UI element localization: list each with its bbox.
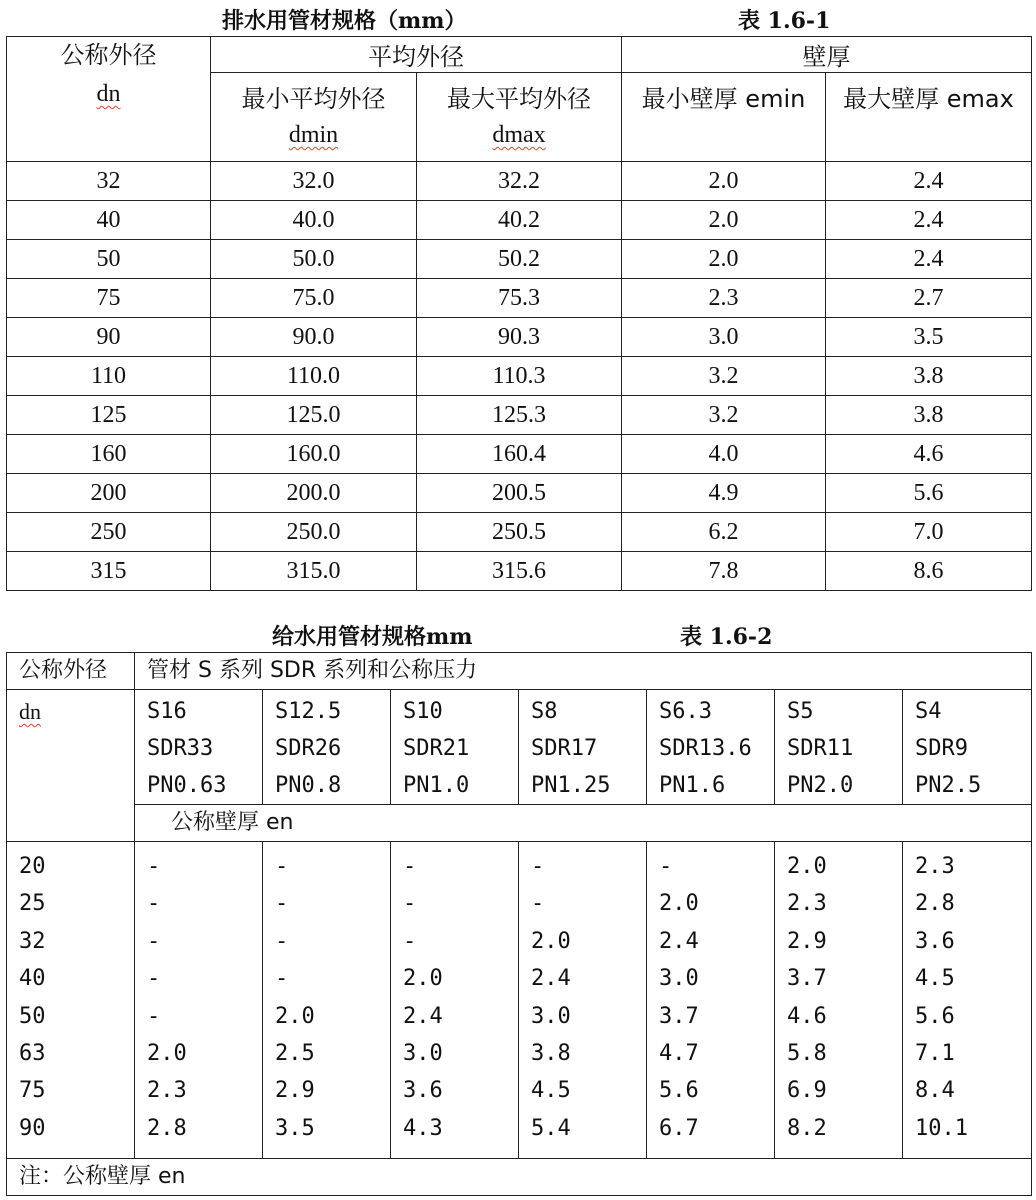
wall-thickness-column — [903, 842, 1032, 1159]
wall-thickness-column — [263, 842, 391, 1159]
table-cell: 50 — [7, 240, 211, 279]
table-cell: 32 — [7, 162, 211, 201]
dn-value: 25 — [19, 891, 46, 917]
header-min-average-od: 最小平均外径 dmin — [211, 73, 417, 162]
table-cell: 3.2 — [622, 396, 826, 435]
table-cell: 90.0 — [211, 318, 417, 357]
table-cell: 315.0 — [211, 552, 417, 591]
wall-thickness-value: 3.0 — [659, 966, 699, 992]
series-s-label: S12.5 — [275, 699, 342, 724]
drainage-pipe-table — [6, 36, 1032, 591]
header-series-title: 管材 S 系列 SDR 系列和公称压力 — [135, 653, 1032, 690]
header-max-average-od: 最大平均外径 dmax — [417, 73, 622, 162]
series-header-cell — [263, 690, 391, 805]
wall-thickness-value: - — [403, 854, 417, 879]
series-s-label: S10 — [403, 699, 443, 724]
table-cell: 125 — [7, 396, 211, 435]
table-cell: 5.6 — [826, 474, 1032, 513]
series-header-cell — [391, 690, 519, 805]
wall-thickness-value: 3.5 — [275, 1115, 315, 1141]
header-max-wall: 最大壁厚 emax — [826, 73, 1032, 162]
table-row — [7, 552, 1032, 591]
wall-thickness-value: 5.6 — [659, 1078, 699, 1104]
table-cell: 110 — [7, 357, 211, 396]
table-cell: 315 — [7, 552, 211, 591]
table-cell: 40.0 — [211, 201, 417, 240]
table-cell: 2.0 — [622, 201, 826, 240]
header-average-od: 平均外径 — [211, 37, 622, 73]
table-row — [7, 435, 1032, 474]
wall-thickness-value: 2.4 — [659, 928, 699, 954]
table-cell: 75.0 — [211, 279, 417, 318]
series-s-label: S8 — [531, 699, 558, 724]
wall-thickness-value: 2.0 — [787, 854, 827, 879]
wall-thickness-value: - — [147, 891, 161, 917]
series-sdr-label: SDR26 — [275, 736, 342, 761]
table-cell: 90.3 — [417, 318, 622, 357]
wall-thickness-value: 2.9 — [275, 1078, 315, 1104]
series-header-cell — [519, 690, 647, 805]
header-dn-cell — [7, 690, 135, 842]
wall-thickness-value: - — [275, 891, 289, 917]
table-cell: 2.4 — [826, 201, 1032, 240]
wall-thickness-value: - — [275, 966, 289, 992]
series-sdr-label: SDR17 — [531, 736, 598, 761]
dn-value: 32 — [19, 928, 46, 954]
table-row — [7, 201, 1032, 240]
wall-thickness-column — [391, 842, 519, 1159]
wall-thickness-value: 3.0 — [531, 1003, 571, 1029]
header-wall-thickness: 壁厚 — [622, 37, 1032, 73]
table-row — [7, 279, 1032, 318]
series-s-label: S5 — [787, 699, 814, 724]
table-cell: 3.8 — [826, 357, 1032, 396]
series-pn-label: PN2.5 — [915, 773, 982, 798]
table-cell: 8.6 — [826, 552, 1032, 591]
table2-note: 注：公称壁厚 en — [7, 1159, 1032, 1196]
table-cell: 160 — [7, 435, 211, 474]
dn-value: 90 — [19, 1115, 46, 1141]
series-header-cell — [647, 690, 775, 805]
table-cell: 2.3 — [622, 279, 826, 318]
wall-thickness-value: - — [659, 854, 673, 879]
table-row — [7, 513, 1032, 552]
table-row — [7, 357, 1032, 396]
wall-thickness-value: 2.5 — [275, 1040, 315, 1066]
wall-thickness-value: 2.9 — [787, 928, 827, 954]
header-wall-label: 公称壁厚 en — [135, 805, 1032, 842]
wall-thickness-value: 3.7 — [659, 1003, 699, 1029]
table-cell: 110.0 — [211, 357, 417, 396]
wall-thickness-value: 2.4 — [531, 966, 571, 992]
dn-column — [7, 842, 135, 1159]
table-cell: 40 — [7, 201, 211, 240]
series-header-cell — [135, 690, 263, 805]
table-cell: 2.4 — [826, 162, 1032, 201]
wall-thickness-value: 4.6 — [787, 1003, 827, 1029]
wall-thickness-column — [519, 842, 647, 1159]
table-cell: 160.0 — [211, 435, 417, 474]
dn-value: 40 — [19, 966, 46, 992]
wall-thickness-value: 4.7 — [659, 1040, 699, 1066]
table-row — [7, 162, 1032, 201]
series-header-cell — [903, 690, 1032, 805]
wall-thickness-value: 2.4 — [403, 1003, 443, 1029]
table-row — [7, 474, 1032, 513]
wall-thickness-value: 5.8 — [787, 1040, 827, 1066]
wall-thickness-value: 2.0 — [403, 966, 443, 992]
wall-thickness-value: 2.3 — [915, 854, 955, 879]
wall-thickness-column — [775, 842, 903, 1159]
wall-thickness-value: 2.8 — [147, 1115, 187, 1141]
table-cell: 32.2 — [417, 162, 622, 201]
wall-thickness-value: - — [403, 928, 417, 954]
wall-thickness-value: 2.3 — [787, 891, 827, 917]
series-sdr-label: SDR33 — [147, 736, 214, 761]
wall-thickness-value: 3.7 — [787, 966, 827, 992]
series-pn-label: PN1.25 — [531, 773, 611, 798]
series-s-label: S16 — [147, 699, 187, 724]
table-cell: 3.0 — [622, 318, 826, 357]
water-supply-pipe-table — [6, 652, 1032, 1196]
table2-caption: 给水用管材规格mm — [272, 624, 473, 650]
wall-thickness-value: - — [147, 966, 161, 992]
wall-thickness-value: 6.9 — [787, 1078, 827, 1104]
wall-thickness-column — [647, 842, 775, 1159]
header-nominal-od: 公称外径 — [7, 653, 135, 690]
wall-thickness-value: 7.1 — [915, 1040, 955, 1066]
series-s-label: S6.3 — [659, 699, 712, 724]
series-sdr-label: SDR21 — [403, 736, 470, 761]
table-cell: 4.6 — [826, 435, 1032, 474]
table-cell: 4.0 — [622, 435, 826, 474]
table-cell: 315.6 — [417, 552, 622, 591]
table-cell: 32.0 — [211, 162, 417, 201]
table-cell: 125.0 — [211, 396, 417, 435]
table-cell: 250.0 — [211, 513, 417, 552]
table-cell: 2.4 — [826, 240, 1032, 279]
wall-thickness-value: 2.0 — [531, 928, 571, 954]
table-cell: 3.5 — [826, 318, 1032, 357]
table1-caption: 排水用管材规格（mm） — [222, 8, 467, 34]
series-s-label: S4 — [915, 699, 942, 724]
wall-thickness-value: 4.5 — [531, 1078, 571, 1104]
header-dmin-symbol: dmin — [288, 122, 339, 148]
dn-value: 20 — [19, 854, 46, 879]
wall-thickness-value: 6.7 — [659, 1115, 699, 1141]
table-cell: 75.3 — [417, 279, 622, 318]
dn-value: 63 — [19, 1040, 46, 1066]
wall-thickness-value: - — [275, 854, 289, 879]
series-sdr-label: SDR13.6 — [659, 736, 752, 761]
wall-thickness-value: 2.0 — [275, 1003, 315, 1029]
wall-thickness-value: 2.0 — [147, 1040, 187, 1066]
table-cell: 50.2 — [417, 240, 622, 279]
table-cell: 250.5 — [417, 513, 622, 552]
series-pn-label: PN1.0 — [403, 773, 470, 798]
wall-thickness-value: 3.6 — [915, 928, 955, 954]
table-cell: 2.7 — [826, 279, 1032, 318]
wall-thickness-value: 8.2 — [787, 1115, 827, 1141]
wall-thickness-value: 8.4 — [915, 1078, 955, 1104]
series-sdr-label: SDR11 — [787, 736, 854, 761]
wall-thickness-value: 3.8 — [531, 1040, 571, 1066]
table-cell: 200.0 — [211, 474, 417, 513]
wall-thickness-value: - — [531, 891, 545, 917]
series-sdr-label: SDR9 — [915, 736, 968, 761]
table-cell: 7.0 — [826, 513, 1032, 552]
drainage-table-body — [7, 162, 1032, 591]
wall-thickness-value: - — [147, 854, 161, 879]
header-dmax-symbol: dmax — [492, 122, 546, 148]
wall-thickness-value: 5.4 — [531, 1115, 571, 1141]
wall-thickness-value: 2.3 — [147, 1078, 187, 1104]
table-cell: 50.0 — [211, 240, 417, 279]
table-cell: 7.8 — [622, 552, 826, 591]
table1-number: 表 1.6-1 — [738, 8, 831, 34]
wall-thickness-value: - — [531, 854, 545, 879]
wall-thickness-value: 2.8 — [915, 891, 955, 917]
wall-thickness-value: 4.3 — [403, 1115, 443, 1141]
table-cell: 2.0 — [622, 162, 826, 201]
wall-thickness-value: - — [275, 928, 289, 954]
dn-value: 75 — [19, 1078, 46, 1104]
table-row — [7, 318, 1032, 357]
table-cell: 40.2 — [417, 201, 622, 240]
table-row — [7, 240, 1032, 279]
wall-thickness-value: 3.0 — [403, 1040, 443, 1066]
table-cell: 250 — [7, 513, 211, 552]
wall-thickness-column — [135, 842, 263, 1159]
table-cell: 90 — [7, 318, 211, 357]
table2-number: 表 1.6-2 — [680, 624, 773, 650]
wall-thickness-value: 2.0 — [659, 891, 699, 917]
table-cell: 200 — [7, 474, 211, 513]
wall-thickness-value: 10.1 — [915, 1115, 968, 1141]
table-cell: 110.3 — [417, 357, 622, 396]
wall-thickness-value: - — [147, 1003, 161, 1029]
series-pn-label: PN1.6 — [659, 773, 726, 798]
series-pn-label: PN0.8 — [275, 773, 342, 798]
table-cell: 200.5 — [417, 474, 622, 513]
wall-thickness-value: 5.6 — [915, 1003, 955, 1029]
table-cell: 75 — [7, 279, 211, 318]
table-cell: 2.0 — [622, 240, 826, 279]
series-header-cell — [775, 690, 903, 805]
header-nominal-od: 公称外径 dn — [7, 37, 211, 162]
wall-thickness-value: - — [403, 891, 417, 917]
header-dn-symbol: dn — [19, 699, 41, 724]
table-cell: 3.2 — [622, 357, 826, 396]
wall-thickness-value: 4.5 — [915, 966, 955, 992]
wall-thickness-value: - — [147, 928, 161, 954]
table-cell: 125.3 — [417, 396, 622, 435]
table-cell: 4.9 — [622, 474, 826, 513]
series-pn-label: PN0.63 — [147, 773, 227, 798]
wall-thickness-value: 3.6 — [403, 1078, 443, 1104]
dn-value: 50 — [19, 1003, 46, 1029]
table-cell: 3.8 — [826, 396, 1032, 435]
table-row — [7, 396, 1032, 435]
header-dn-symbol: dn — [96, 81, 121, 107]
table-cell: 6.2 — [622, 513, 826, 552]
table-cell: 160.4 — [417, 435, 622, 474]
header-min-wall: 最小壁厚 emin — [622, 73, 826, 162]
series-pn-label: PN2.0 — [787, 773, 854, 798]
